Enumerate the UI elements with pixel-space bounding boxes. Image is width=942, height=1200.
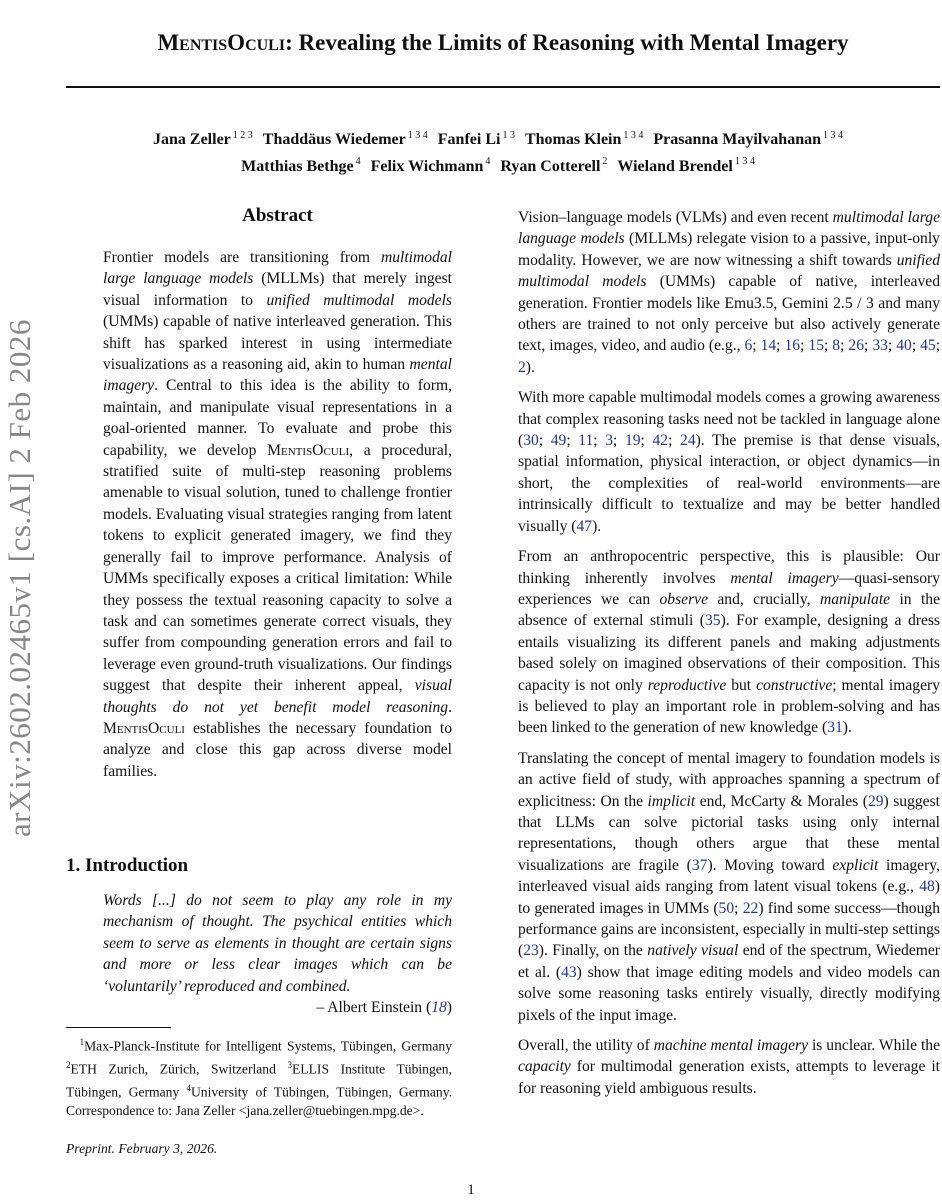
text-run: ) suggest that LLMs can solve pictorial tasks using only internal representations, though others argue that these mental visualizations are fragile ( (518, 792, 940, 874)
quote-attribution (103, 997, 452, 1018)
author (500, 158, 617, 175)
title-rest: : Revealing the Limits of Reasoning with Mental Imagery (285, 30, 849, 55)
text-run: but (726, 676, 757, 694)
paper-title (66, 30, 940, 56)
text-run: is unclear. While the (808, 1037, 940, 1055)
intro-paragraph (518, 748, 940, 1026)
citation-link[interactable]: 47 (576, 517, 593, 535)
citation-link[interactable]: 35 (704, 612, 721, 630)
author (653, 131, 853, 148)
footnote-indent (66, 1039, 80, 1054)
text-run: ; (840, 337, 849, 355)
emphasis: constructive (756, 676, 833, 694)
citation-link[interactable]: 3 (605, 432, 614, 450)
citation-link[interactable]: 26 (848, 337, 864, 355)
text-run: ; (752, 337, 761, 355)
text-run: ) find some success—though performance gains are inconsistent, especially in multi-step settings ( (518, 899, 940, 960)
emphasis: multimodal large language models (518, 209, 941, 248)
author-affiliation: 1 2 3 (232, 130, 253, 141)
affiliation-marker: 2 (66, 1060, 71, 1071)
citation-link[interactable]: 11 (578, 432, 594, 450)
emphasis: explicit (832, 856, 879, 874)
benchmark-name: MentisOculi (267, 441, 350, 459)
footnote-text: University of Tübingen, Tübingen, Germany. Correspondence to: Jana Zeller <jana.zeller@tuebingen.mpg.de>. (66, 1084, 453, 1119)
author (153, 131, 263, 148)
abstract-heading: Abstract (242, 205, 313, 226)
emphasis: unified multimodal models (518, 251, 940, 291)
text-run: (UMMs) capable of native interleaved generation. This shift has sparked interest in using intermediate visualizations as a reasoning aid, akin to human (103, 313, 452, 374)
author (263, 131, 438, 148)
text-run: ). (842, 719, 852, 737)
text-run: ; (776, 337, 785, 355)
abstract-body (103, 247, 452, 791)
text-run: From an anthropocentric perspective, this is plausible: Our thinking inherently involves (518, 548, 940, 587)
quote-text: Words [...] do not seem to play any role in my mechanism of thought. The psychical entities which seem to serve as elements in thought are certain signs and more or less clear images which can be ‘voluntarily’ reproduced and combined. (103, 892, 452, 995)
attribution-text: – Albert Einstein ( (316, 999, 432, 1017)
intro-paragraph (518, 387, 940, 537)
text-run: ). The premise is that dense visuals, spatial information, physical interaction, or object dynamics—in short, the complexities of real-world environments—are intrinsically difficult to textualize and may be better handled visually ( (518, 432, 941, 535)
emphasis: machine mental imagery (653, 1037, 809, 1055)
text-run: ; (734, 899, 743, 917)
benchmark-name: MentisOculi (103, 719, 185, 737)
text-run: Frontier models are transitioning from (103, 249, 381, 266)
author-affiliation: 1 3 (502, 130, 515, 141)
author-affiliation: 1 3 4 (623, 130, 644, 141)
author (241, 158, 370, 175)
author (617, 158, 764, 175)
author-list (66, 125, 940, 178)
attribution-close: ) (446, 999, 452, 1017)
text-run: (MLLMs) relegate vision to a passive, input-only modality. However, we are now witnessing a shift towards (518, 230, 940, 269)
text-run: ; (935, 337, 941, 355)
author-name: Felix Wichmann (370, 157, 484, 175)
citation-link[interactable]: 15 (808, 337, 824, 355)
author-name: Prasanna Mayilvahanan (653, 131, 821, 149)
footnote-rule (66, 1027, 171, 1028)
title-rule (66, 86, 940, 88)
author-name: Thomas Klein (524, 131, 622, 149)
section-heading-introduction: 1. Introduction (66, 855, 189, 876)
text-run: ; (864, 337, 873, 355)
author-name: Thaddäus Wiedemer (262, 131, 406, 149)
text-run: ; (538, 432, 551, 450)
text-run: Vision–language models (VLMs) and even recent (518, 209, 833, 226)
author-affiliation: 4 (485, 156, 491, 168)
text-run: , a procedural, stratified suite of multi-step reasoning problems amenable to visual solution, tuned to challenge frontier models. Evaluating visual strategies ranging from latent tokens to explicit generated imagery, we find they generally fail to improve performance. Analysis of UMMs specifically exposes a critical limitation: While they possess the textual reasoning capacity to solve a task and can sometimes generate correct visuals, they suffer from compounding generation errors and fail to leverage even ground-truth visualizations. Our findings suggest that despite their inherent appeal, (103, 441, 452, 695)
author-name: Jana Zeller (153, 131, 231, 149)
text-run: ). Moving toward (707, 856, 833, 874)
text-run: ; (593, 432, 606, 450)
epigraph-quote (103, 890, 452, 1018)
author-affiliation: 4 (355, 156, 361, 168)
text-run: ; (800, 337, 809, 355)
text-run: Translating the concept of mental imagery to foundation models is an active field of study, with approaches spanning a spectrum of explicitness: On the (518, 749, 940, 810)
author-name: Wieland Brendel (617, 157, 733, 175)
citation-link[interactable]: 45 (920, 337, 936, 355)
citation-link[interactable]: 14 (760, 337, 777, 355)
text-run: and, crucially, (708, 590, 820, 608)
text-run: ) to generated images in UMMs ( (518, 878, 940, 917)
citation-link[interactable]: 30 (523, 432, 539, 450)
citation-link[interactable]: 8 (832, 337, 841, 355)
author-affiliation: 1 3 4 (407, 130, 428, 141)
author (438, 131, 525, 148)
footnote-text: Max-Planck-Institute for Intelligent Systems, Tübingen, Germany (84, 1038, 452, 1054)
text-run: for multimodal generation exists, attempts to leverage it for reasoning yield ambiguous results. (518, 1058, 940, 1097)
citation-link[interactable]: 40 (896, 337, 912, 355)
text-run: ; (911, 337, 921, 355)
text-run: ; (887, 337, 897, 355)
emphasis: multimodal large language models (103, 249, 452, 288)
text-run: ). Finally, on the (538, 942, 648, 960)
citation-link[interactable]: 2 (518, 358, 526, 376)
citation-link[interactable]: 24 (680, 432, 696, 450)
title-name: MentisOculi (157, 30, 286, 55)
emphasis: unified multimodal models (266, 291, 452, 309)
citation-link[interactable]: 31 (827, 719, 843, 737)
affiliation-marker: 1 (79, 1037, 85, 1047)
citation-link[interactable]: 37 (691, 856, 708, 874)
footnote-text: ELLIS Institute Tübingen, Tübingen, Germany (66, 1061, 452, 1100)
author-affiliation: 2 (602, 156, 608, 168)
citation-link[interactable]: 29 (867, 792, 884, 810)
text-run: —quasi-sensory experiences we can (518, 569, 940, 608)
text-run: ; (566, 432, 579, 450)
abstract-paragraph (103, 247, 452, 782)
citation-link[interactable]: 22 (742, 899, 759, 917)
emphasis: observe (659, 590, 708, 608)
emphasis: visual thoughts do not yet benefit model reasoning (103, 677, 452, 716)
emphasis: capacity (518, 1058, 571, 1076)
citation-link[interactable]: 6 (744, 337, 753, 355)
text-run: ) show that image editing models and video models can solve some reasoning tasks entirely visually, directly modifying pixels of the input image. (518, 963, 940, 1024)
emphasis: mental imagery (730, 569, 839, 587)
preprint-note: Preprint. February 3, 2026. (66, 1141, 218, 1156)
citation-link[interactable]: 42 (652, 432, 669, 450)
affiliation-marker: 3 (287, 1060, 292, 1071)
author-affiliation: 1 3 4 (734, 156, 755, 168)
text-run: (MLLMs) that merely ingest visual information to (103, 270, 452, 309)
author (525, 131, 653, 148)
text-run: end, McCarty & Morales ( (695, 792, 868, 810)
text-run: Overall, the utility of (518, 1037, 654, 1055)
author-name: Fanfei Li (437, 131, 501, 149)
page-number: 1 (467, 1182, 475, 1198)
author-affiliation: 1 3 4 (823, 130, 843, 141)
text-run: establishes the necessary foundation to analyze and close this gap across diverse model families. (103, 719, 452, 780)
affiliation-marker: 4 (186, 1083, 191, 1094)
intro-paragraph (518, 1035, 940, 1099)
text-run: in the absence of external stimuli ( (518, 590, 941, 630)
emphasis: implicit (647, 792, 696, 810)
emphasis: natively visual (647, 942, 739, 960)
author-name: Ryan Cotterell (500, 157, 601, 175)
text-run: . (448, 698, 452, 716)
text-run: imagery, interleaved visual aids ranging from latent visual tokens (e.g., (518, 856, 940, 896)
text-run: ). (592, 517, 602, 535)
text-run: (UMMs) capable of native, interleaved generation. Frontier models like Emu3.5, Gemini 2.5 / 3 and many others are trained to not only perceive but also actively generate text, images, video, and audio (e.g., (518, 273, 940, 355)
text-run: ; (668, 432, 681, 450)
citation-link[interactable]: 49 (550, 432, 567, 450)
author-name: Matthias Bethge (241, 157, 354, 175)
right-column (518, 207, 940, 1108)
citation-link[interactable]: 23 (523, 942, 539, 960)
citation-link[interactable]: 48 (919, 878, 935, 896)
citation-link[interactable]: 50 (718, 899, 735, 917)
text-run: ; (640, 432, 653, 450)
text-run: end of the spectrum, Wiedemer et al. ( (518, 942, 940, 981)
affiliations-footnote (66, 1033, 452, 1121)
text-run: ). (525, 358, 535, 376)
footnote-text: ETH Zurich, Zürich, Switzerland (70, 1061, 288, 1077)
citation-link[interactable]: 19 (624, 432, 641, 450)
emphasis: mental imagery (103, 356, 452, 395)
citation-link[interactable]: 18 (431, 999, 447, 1017)
text-run: ; mental imagery is believed to play an important role in problem-solving and has been linked to the generation of new knowledge ( (518, 676, 941, 737)
text-run: With more capable multimodal models comes a growing awareness that complex reasoning tasks need not be tackled in language alone ( (518, 389, 940, 450)
emphasis: reproductive (647, 676, 727, 694)
citation-link[interactable]: 16 (784, 337, 801, 355)
arxiv-stamp: arXiv:2602.02465v1 [cs.AI] 2 Feb 2026 (2, 319, 37, 837)
intro-paragraph (518, 546, 940, 739)
text-run: ; (823, 337, 833, 355)
citation-link[interactable]: 43 (561, 963, 577, 981)
author (371, 158, 501, 175)
text-run: . Central to this idea is the ability to form, maintain, and manipulate visual representations in a goal-oriented manner. To evaluate and probe this capability, we develop (103, 377, 452, 459)
text-run: ; (613, 432, 625, 450)
intro-paragraph (518, 207, 940, 378)
citation-link[interactable]: 33 (872, 337, 888, 355)
emphasis: manipulate (819, 590, 891, 608)
text-run: ). For example, designing a dress entails visualizing its different panels and making adjustments based solely on imagined observations of their composition. This capacity is not only (518, 612, 940, 694)
